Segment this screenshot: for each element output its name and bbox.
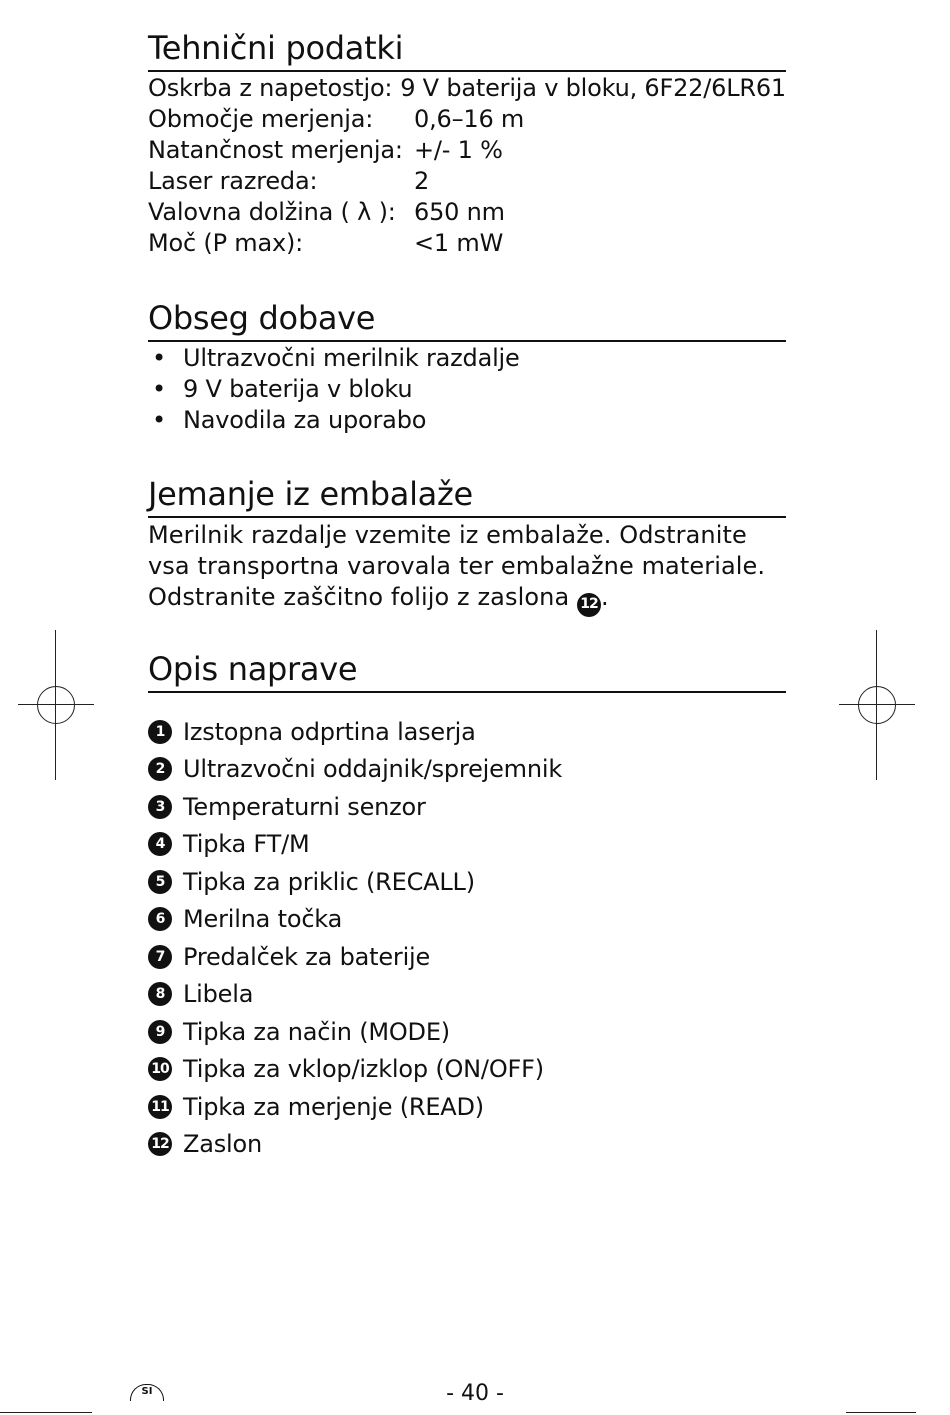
part-number-icon: 11 bbox=[148, 1095, 172, 1119]
scope-section bbox=[148, 298, 786, 436]
tech-value: <1 mW bbox=[414, 229, 504, 257]
part-item bbox=[148, 788, 786, 826]
unpack-heading: Jemanje iz embalaže bbox=[148, 474, 786, 518]
part-item bbox=[148, 1013, 786, 1051]
page-number: - 40 - bbox=[446, 1381, 504, 1406]
part-number-icon: 7 bbox=[148, 945, 172, 969]
device-section bbox=[148, 649, 786, 1163]
part-label: Zaslon bbox=[183, 1130, 263, 1159]
tech-row bbox=[148, 166, 786, 197]
part-label: Tipka FT/M bbox=[183, 830, 310, 859]
language-badge: SI bbox=[130, 1384, 164, 1401]
crop-mark bbox=[846, 1412, 916, 1413]
part-item bbox=[148, 1126, 786, 1164]
part-number-icon: 9 bbox=[148, 1020, 172, 1044]
part-label: Tipka za vklop/izklop (ON/OFF) bbox=[183, 1055, 544, 1084]
part-number-icon: 8 bbox=[148, 982, 172, 1006]
unpack-line-end: . bbox=[601, 583, 609, 611]
part-number-icon: 1 bbox=[148, 720, 172, 744]
part-item bbox=[148, 713, 786, 751]
part-label: Predalček za baterije bbox=[183, 942, 431, 971]
part-label: Temperaturni senzor bbox=[183, 792, 426, 821]
tech-label: Območje merjenja: bbox=[148, 105, 374, 133]
tech-label: Natančnost merjenja: bbox=[148, 136, 403, 164]
part-label: Izstopna odprtina laserja bbox=[183, 717, 476, 746]
tech-section bbox=[148, 28, 786, 259]
unpack-line: vsa transportna varovala ter embalažne materiale. bbox=[148, 552, 766, 580]
device-parts-list bbox=[148, 713, 786, 1163]
tech-row bbox=[148, 135, 786, 166]
unpack-paragraph bbox=[148, 520, 786, 617]
tech-value: 9 V baterija v bloku, 6F22/6LR61 bbox=[400, 74, 786, 102]
tech-row bbox=[148, 228, 786, 259]
tech-heading: Tehnični podatki bbox=[148, 28, 786, 72]
scope-heading: Obseg dobave bbox=[148, 298, 786, 342]
part-label: Merilna točka bbox=[183, 905, 343, 934]
part-number-icon: 3 bbox=[148, 795, 172, 819]
part-item bbox=[148, 938, 786, 976]
tech-row bbox=[148, 197, 786, 228]
tech-row bbox=[148, 104, 786, 135]
part-label: Tipka za način (MODE) bbox=[183, 1017, 450, 1046]
part-item bbox=[148, 976, 786, 1014]
tech-table bbox=[148, 73, 786, 259]
list-item bbox=[148, 374, 786, 405]
tech-value: 650 nm bbox=[414, 198, 505, 226]
part-number-icon: 2 bbox=[148, 757, 172, 781]
tech-value: 2 bbox=[414, 167, 430, 195]
reference-number-icon: 12 bbox=[577, 593, 601, 617]
part-label: Libela bbox=[183, 980, 254, 1009]
unpack-line-3 bbox=[148, 582, 786, 617]
list-item-text: Ultrazvočni merilnik razdalje bbox=[183, 344, 520, 372]
part-label: Ultrazvočni oddajnik/sprejemnik bbox=[183, 755, 563, 784]
tech-label: Moč (P max): bbox=[148, 229, 304, 257]
crop-mark bbox=[0, 1412, 92, 1413]
tech-label: Valovna dolžina ( λ ): bbox=[148, 198, 396, 226]
part-label: Tipka za merjenje (READ) bbox=[183, 1092, 484, 1121]
tech-label: Laser razreda: bbox=[148, 167, 318, 195]
part-label: Tipka za priklic (RECALL) bbox=[183, 867, 475, 896]
part-number-icon: 5 bbox=[148, 870, 172, 894]
tech-label: Oskrba z napetostjo: bbox=[148, 74, 393, 102]
unpack-line: Merilnik razdalje vzemite iz embalaže. Odstranite bbox=[148, 521, 747, 549]
list-item-text: Navodila za uporabo bbox=[183, 406, 427, 434]
bullet: • bbox=[152, 406, 166, 434]
part-number-icon: 6 bbox=[148, 907, 172, 931]
list-item-text: 9 V baterija v bloku bbox=[183, 375, 413, 403]
tech-value: 0,6–16 m bbox=[414, 105, 525, 133]
tech-value: +/- 1 % bbox=[414, 136, 503, 164]
bullet: • bbox=[152, 344, 166, 372]
registration-mark-icon bbox=[18, 630, 94, 780]
device-heading: Opis naprave bbox=[148, 649, 786, 693]
scope-list bbox=[148, 343, 786, 436]
part-item bbox=[148, 863, 786, 901]
part-number-icon: 12 bbox=[148, 1132, 172, 1156]
bullet: • bbox=[152, 375, 166, 403]
part-item bbox=[148, 1088, 786, 1126]
list-item bbox=[148, 405, 786, 436]
part-item bbox=[148, 1051, 786, 1089]
part-item bbox=[148, 751, 786, 789]
registration-mark-icon bbox=[839, 630, 915, 780]
part-item bbox=[148, 826, 786, 864]
part-item bbox=[148, 901, 786, 939]
part-number-icon: 10 bbox=[148, 1057, 172, 1081]
tech-row bbox=[148, 73, 786, 104]
unpack-line-text: Odstranite zaščitno folijo z zaslona bbox=[148, 583, 570, 611]
part-number-icon: 4 bbox=[148, 832, 172, 856]
list-item bbox=[148, 343, 786, 374]
unpack-section bbox=[148, 474, 786, 617]
